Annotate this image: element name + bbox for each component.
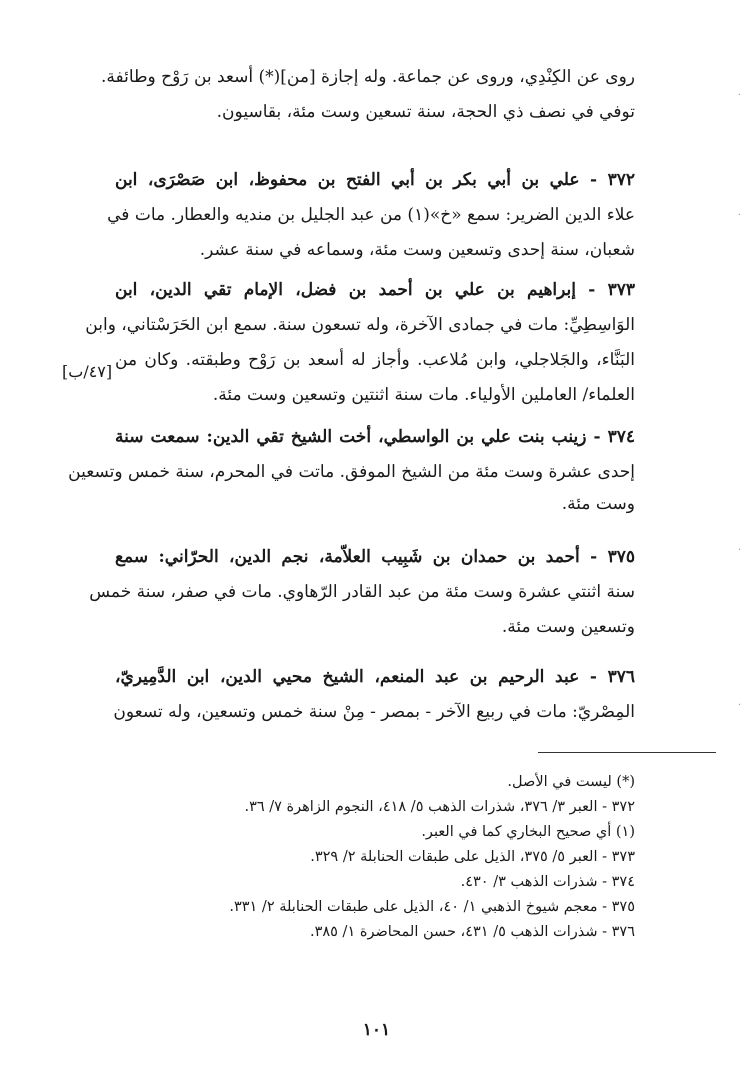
entry-line: سنة اثنتي عشرة وست مئة من عبد القادر الرّهاوي. مات في صفر، سنة خمس [89,582,635,602]
footnote: ٣٧٥ - معجم شيوخ الذهبي ١/ ٤٠، الذيل على طبقات الحنابلة ٢/ ٣٣١. [229,899,635,915]
entry-heading: ٣٧٥ - أحمد بن حمدان بن شَبِيب العلاّمة، نجم الدين، الحرّاني: سمع [115,547,635,567]
footnotes [115,770,635,945]
entry-line: العلماء/ العاملين الأولياء. مات سنة اثنتين وتسعين وست مئة. [212,385,635,405]
intro-line: روى عن الكِنْدِي، وروى عن جماعة. وله إجازة [من](*) أسعد بن رَوْح وطائفة. [100,67,635,87]
entry-line: وتسعين وست مئة. [501,617,635,637]
footnote: ٣٧٣ - العبر ٥/ ٣٧٥، الذيل على طبقات الحنابلة ٢/ ٣٢٩. [310,849,635,865]
entry-372 [107,163,635,268]
entry-375 [89,540,635,645]
entry-374 [68,420,635,518]
entry-line: إحدى عشرة وست مئة من الشيخ الموفق. ماتت في المحرم، سنة خمس وتسعين [68,462,635,482]
margin-speck: · [737,210,741,221]
intro-line: توفي في نصف ذي الحجة، سنة تسعين وست مئة، بقاسيون. [216,102,635,122]
intro-paragraph [100,60,635,130]
footnote-divider [538,752,716,753]
entry-heading: ٣٧٦ - عبد الرحيم بن عبد المنعم، الشيخ محيي الدين، ابن الدَّمِيريّ، [115,667,635,687]
entry-heading: ٣٧٤ - زينب بنت علي بن الواسطي، أخت الشيخ تقي الدين: سمعت سنة [115,427,635,447]
entry-line: المِصْريّ: مات في ربيع الآخر - بمصر - مِنْ سنة خمس وتسعين، وله تسعون [113,702,635,722]
folio-margin-note: [٤٧/ب] [62,362,113,381]
entry-line: الوَاسِطِيِّ: مات في جمادى الآخرة، وله تسعون سنة. سمع ابن الحَرَسْتاني، وابن [85,315,635,335]
entry-heading: ٣٧٣ - إبراهيم بن علي بن أحمد بن فضل، الإمام تقي الدين، ابن [115,280,635,300]
footnote: (*) ليست في الأصل. [507,774,635,790]
page-number: ١٠١ [362,1020,391,1040]
entry-line: وست مئة. [561,494,635,514]
footnote: ٣٧٢ - العبر ٣/ ٣٧٦، شذرات الذهب ٥/ ٤١٨، النجوم الزاهرة ٧/ ٣٦. [244,799,635,815]
entry-line: علاء الدين الضرير: سمع «خ»(١) من عبد الجليل بن منديه والعطار. مات في [107,205,635,225]
entry-heading: ٣٧٢ - علي بن أبي بكر بن أبي الفتح بن محفوظ، ابن صَصْرَى، ابن [115,170,635,190]
footnote: ٣٧٤ - شذرات الذهب ٣/ ٤٣٠. [460,874,635,890]
footnote: (١) أي صحيح البخاري كما في العبر. [421,824,635,840]
entry-line: شعبان، سنة إحدى وتسعين وست مئة، وسماعه في سنة عشر. [199,240,635,260]
entry-line: البَنَّاء، والجَلاجلي، وابن مُلاعب. وأجاز له أسعد بن رَوْح وطبقته. وكان من [115,350,635,370]
entry-376 [115,660,635,730]
margin-speck: · [737,90,741,101]
margin-speck: · [737,545,741,556]
footnote: ٣٧٦ - شذرات الذهب ٥/ ٤٣١، حسن المحاضرة ١/ ٣٨٥. [309,924,635,940]
margin-speck: · [737,700,741,711]
